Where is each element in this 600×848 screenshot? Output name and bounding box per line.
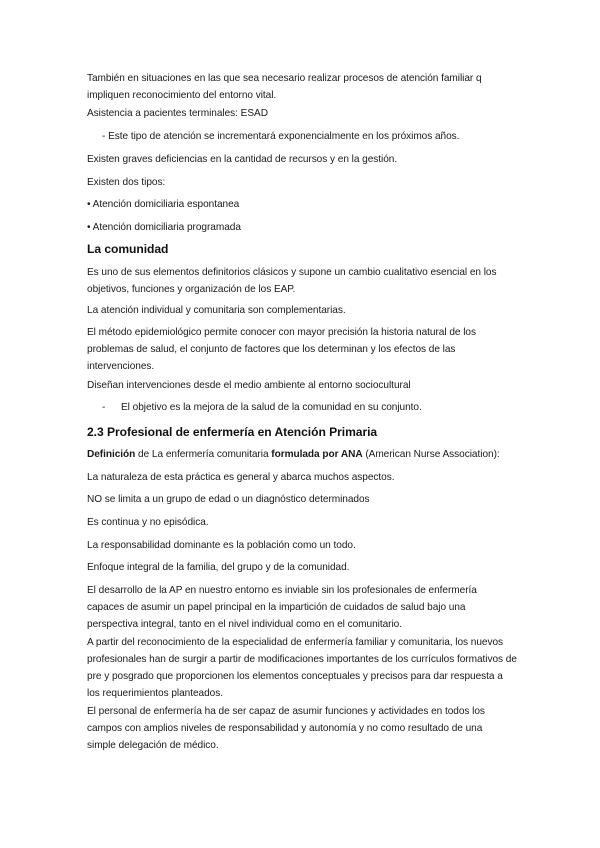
paragraph: También en situaciones en las que sea necesario realizar procesos de atención familiar q impliquen reconocimiento del entorno vital.	[87, 73, 482, 101]
paragraph: Existen dos tipos:	[87, 177, 166, 188]
bullet-item: • Atención domiciliaria programada	[87, 222, 241, 233]
paragraph: Asistencia a pacientes terminales: ESAD	[87, 108, 268, 119]
paragraph: Es continua y no episódica.	[87, 517, 209, 528]
paragraph: El desarrollo de la AP en nuestro entorno es inviable sin los profesionales de enfermería capaces de asumir un papel principal en la impartición de cuidados de salud bajo una perspectiva integral, tanto en el nivel individual como en el comunitario.	[87, 585, 477, 630]
paragraph: Diseñan intervenciones desde el medio ambiente al entorno sociocultural	[87, 380, 411, 391]
definition-text: de La enfermería comunitaria	[135, 449, 272, 460]
definition-line	[87, 447, 527, 464]
paragraph: Existen graves deficiencias en la cantidad de recursos y en la gestión.	[87, 154, 398, 165]
paragraph: Es uno de sus elementos definitorios clásicos y supone un cambio cualitativo esencial en los objetivos, funciones y organización de los EAP.	[87, 267, 497, 295]
paragraph: El método epidemiológico permite conocer con mayor precisión la historia natural de los problemas de salud, el conjunto de factores que los determinan y los efectos de las intervenciones.	[87, 327, 476, 372]
definition-bold: formulada por ANA	[271, 449, 363, 460]
paragraph: La responsabilidad dominante es la población como un todo.	[87, 540, 356, 551]
dash-item: El objetivo es la mejora de la salud de la comunidad en su conjunto.	[121, 402, 422, 413]
definition-text: (American Nurse Association):	[362, 449, 500, 460]
section-heading: La comunidad	[87, 242, 169, 256]
paragraph: NO se limita a un grupo de edad o un diagnóstico determinados	[87, 494, 370, 505]
dash-marker: -	[102, 402, 106, 413]
bullet-item: • Atención domiciliaria espontanea	[87, 199, 240, 210]
paragraph: La naturaleza de esta práctica es general y abarca muchos aspectos.	[87, 472, 395, 483]
paragraph: Enfoque integral de la familia, del grupo y de la comunidad.	[87, 562, 350, 573]
paragraph: El personal de enfermería ha de ser capaz de asumir funciones y actividades en todos los campos con amplios niveles de responsabilidad y autonomía y no como resultado de una simple delegación de médico.	[87, 706, 485, 751]
paragraph: A partir del reconocimiento de la especialidad de enfermería familiar y comunitaria, los nuevos profesionales han de surgir a partir de modificaciones importantes de los currículos formativos de pre y posgrado que proporcionen los elementos conceptuales y precisos para dar respuesta a los requerimientos planteados.	[87, 637, 517, 699]
paragraph: La atención individual y comunitaria son complementarias.	[87, 305, 346, 316]
dash-item: - Este tipo de atención se incrementará exponencialmente en los próximos años.	[102, 131, 460, 142]
section-heading: 2.3 Profesional de enfermería en Atención Primaria	[87, 425, 378, 439]
definition-bold: Definición	[87, 449, 136, 460]
